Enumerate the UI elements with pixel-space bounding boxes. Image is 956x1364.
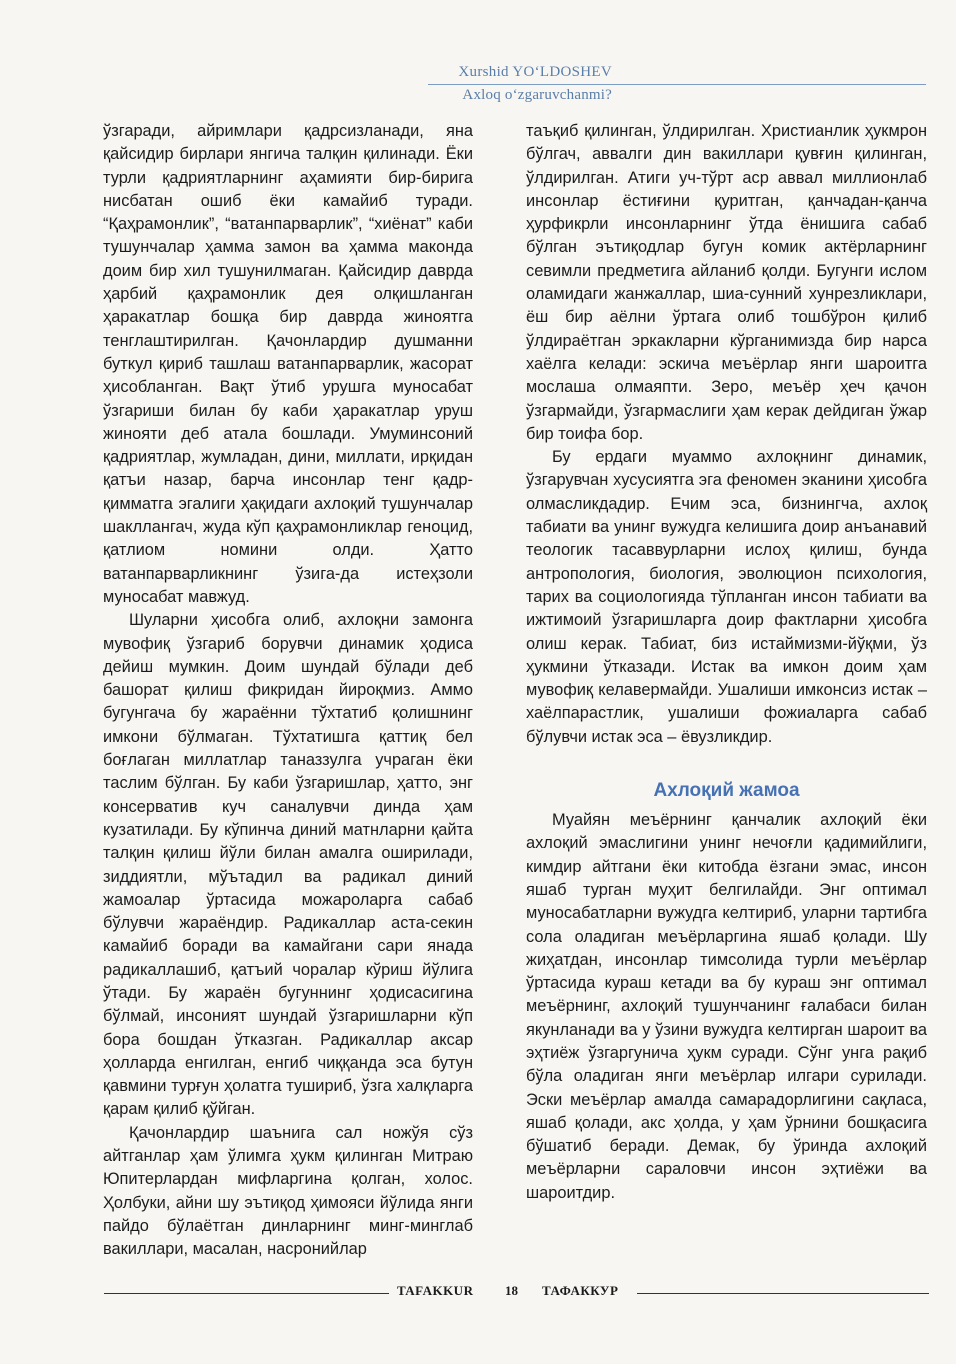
paragraph: Муайян меъёрнинг қанчалик ахлоқий ёки ахлоқий эмаслигини унинг нечоғли қадимийлиги, кимдир айтгани ёки китобда ёзгани эмас, инсон яшаб турган муҳит белгилайди. Энг оптимал муносабатларни вужудга келтириб, уларни тартибга сола оладиган меъёрларгина яшаб қолади. Шу жиҳатдан, инсонлар тимсолида турли меъёрлар ўртасида кураш кетади ва бу кураш энг оптимал меъёрнинг, ахлоқий тушунчанинг ғалабаси билан якунланади ва у ўзини вужудга келтирган шароит ва эҳтиёж ўзгаргунича ҳукм суради. Сўнг унга рақиб бўла оладиган янги меъёрлар илгари сурилади. Эски меъёрлар амалда самарадорлигини сақласа, яшаб қолади, акс ҳолда, у ҳам ўрнини бошқасига бўшатиб беради. Демак, бу ўринда ахлоқий меъёрларни сараловчи инсон эҳтиёжи ва шароитдир. (526, 811, 927, 1202)
right-column (526, 120, 927, 1205)
paragraph: таъқиб қилинган, ўлдирилган. Христианлик ҳукмрон бўлгач, аввалги дин вакиллари қувғин қилинган, ўлдирилган. Атиги уч-тўрт аср аввал миллионлаб инсонлар ёстиғини қуритган, қанчадан-қанча ҳурфикрли инсонларнинг ўтда ёнишига сабаб бўлган эътиқодлар бугун комик актёрларнинг севимли предметига айланиб қолди. Бугунги ислом оламидаги жанжаллар, шиа-сунний хунрезликлари, ёш бир аёлни ўртага олиб тошбўрон қилиб ўлдираётган эркакларни кўрганимизда бир нарса хаёлга келади: эскича меъёрлар янги шароитга мослаша олмаяпти. Зеро, меъёр ҳеч қачон ўзгармайди, ўзгармаслиги ҳам керак дейдиган ўжар бир тоифа бор. (526, 122, 927, 443)
paragraph: Шуларни ҳисобга олиб, ахлоқни замонга мувофиқ ўзгариб борувчи динамик ҳодиса дейиш мумкин. Доим шундай бўлади деб башорат қилиш фикридан йироқмиз. Аммо бугунгача бу жараённи тўхтатиб қолишнинг имкони бўлмаган. Тўхтатишга қаттиқ бел боғлаган миллатлар таназзулга учраган ёки таслим бўлган. Бу каби ўзгаришлар, ҳатто, энг консерватив куч саналувчи динда ҳам кузатилади. Бу кўпинча диний матнларни қайта талқин қилиш йўли билан амалга оширилади, зиддиятли, мўътадил ва радикал диний жамоалар ўртасида можароларга сабаб бўлувчи жараёндир. Радикаллар аста-секин камайиб боради ва камайгани сари янада радикаллашиб, қатъий чоралар кўриш йўлига ўтади. Бу жараён бугуннинг ҳодисасигина бўлмай, инсоният шундай ўзгаришларни кўп бора бошдан ўтказган. Радикаллар аксар ҳолларда енгилган, енгиб чиққанда эса бутун қавмини турғун ҳолатга тушириб, ўзга халқларга қарам қилиб қўйган. (103, 611, 473, 1119)
footer-magazine-name-cyrillic: ТАФАККУР (542, 1283, 619, 1298)
footer-rule-right (637, 1293, 929, 1294)
section-heading: Ахлоқий жамоа (653, 780, 800, 802)
paragraph: Қачонлардир шаънига сал ножўя сўз айтганлар ҳам ўлимга ҳукм қилинган Митраю Юпитерлардан мифларгина қолган, холос. Ҳолбуки, айни шу эътиқод ҳимояси йўлида янги пайдо бўлаётган динларнинг минг-минглаб вакиллари, масалан, насронийлар (103, 1123, 473, 1259)
page-number: 18 (505, 1283, 518, 1298)
footer-rule-left (104, 1293, 389, 1294)
left-column (103, 120, 473, 1262)
paragraph: Бу ердаги муаммо ахлоқнинг динамик, ўзгарувчан хусусиятга эга феномен эканини ҳисобга олмасликдадир. Ечим эса, бизнингча, ахлоқ табиати ва унинг вужудга келишига доир анъанавий теологик тасаввурларни ислоҳ қилиш, бунда антропология, биология, эволюцион психология, тарих ва социологияда тўпланган инсон табиати ва ижтимоий ўзгаришларга доир фактларни ҳисобга олиш керак. Табиат, биз истаймизми-йўқми, ўз ҳукмини ўтказади. Истак ва имкон доим ҳам мувофиқ келавермайди. Ушалиши имконсиз истак – хаёлпарастлик, ушалиши фожиаларга сабаб бўлувчи истак эса – ёвузликдир. (526, 448, 927, 746)
article-title: Axloq o‘zgaruvchanmi? (462, 87, 612, 103)
paragraph: ўзгаради, айримлари қадрсизланади, яна қайсидир бирлари янгича талқин қилинади. Ёки турли қадриятларнинг аҳамияти бир-бирига нисбатан ошиб ёки камайиб туради. “Қаҳрамонлик”, “ватанпарварлик”, “хиёнат” каби тушунчалар ҳамма замон ва ҳамма маконда доим бир хил тушунилмаган. Қайсидир даврда ҳарбий қаҳрамонлик дея олқишланган ҳаракатлар бошқа бир даврда жиноятга тенглаштирилган. Қачонлардир душманни буткул қириб ташлаш ватанпарварлик, жасорат ҳисобланган. Вақт ўтиб урушга муносабат ўзгариши билан бу каби ҳаракатлар уруш жинояти деб атала бошлади. Умуминсоний қадриятлар, жумладан, дини, миллати, ирқидан қатъи назар, барча инсонлар тенг қадр-қимматга эгалиги ҳақидаги ахлоқий тушунчалар шакллангач, жуда кўп қаҳрамонликлар геноцид, қатлиом номини олди. Ҳатто ватанпарварликнинг ўзига-да истеҳзоли муносабат мавжуд. (103, 122, 473, 606)
page-footer (0, 1277, 956, 1307)
running-header (0, 62, 956, 112)
header-rule (428, 84, 926, 85)
article-author: Xurshid YO‘LDOSHEV (458, 64, 612, 80)
footer-magazine-name-latin: TAFAKKUR (397, 1283, 474, 1298)
